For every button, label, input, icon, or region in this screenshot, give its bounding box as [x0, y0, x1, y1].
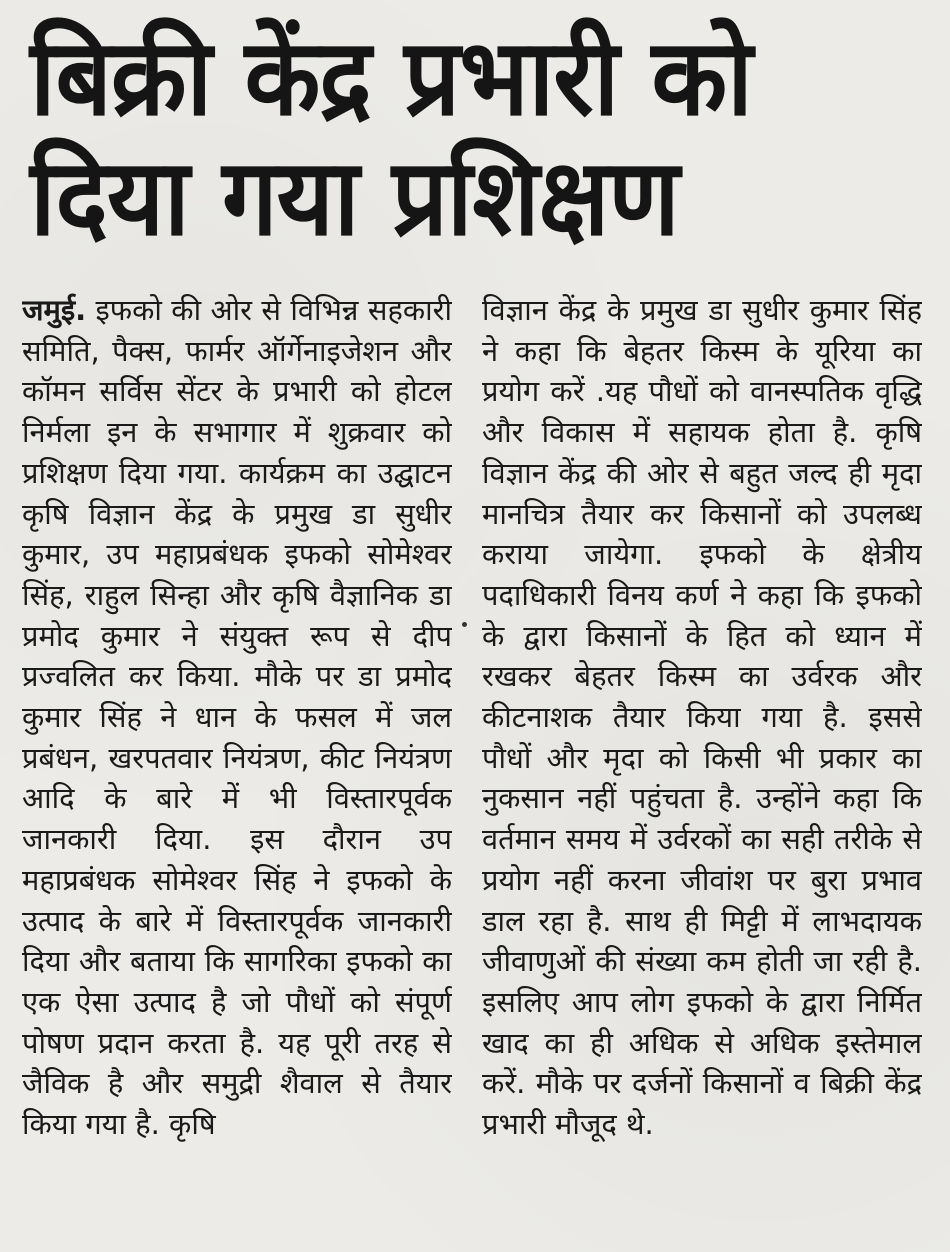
- article-paragraph-left: [22, 290, 452, 1145]
- article-column-right: [482, 290, 922, 1240]
- dateline: जमुई.: [22, 293, 87, 327]
- headline-line-2: दिया गया प्रशिक्षण: [30, 136, 679, 259]
- article-column-left: [22, 290, 452, 1240]
- article-text-right: विज्ञान केंद्र के प्रमुख डा सुधीर कुमार सिंह ने कहा कि बेहतर किस्म के यूरिया का प्रयोग करें .यह पौधों को वानस्पतिक वृद्धि और विकास में सहायक होता है. कृषि विज्ञान केंद्र की ओर से बहुत जल्द ही मृदा मानचित्र तैयार कर किसानों को उपलब्ध कराया जायेगा. इफको के क्षेत्रीय पदाधिकारी विनय कर्ण ने कहा कि इफको के द्वारा किसानों के हित को ध्यान में रखकर बेहतर किस्म का उर्वरक और कीटनाशक तैयार किया गया है. इससे पौधों और मृदा को किसी भी प्रकार का नुकसान नहीं पहुंचता है. उन्होंने कहा कि वर्तमान समय में उर्वरकों का सही तरीके से प्रयोग नहीं करना जीवांश पर बुरा प्रभाव डाल रहा है. साथ ही मिट्टी में लाभदायक जीवाणुओं की संख्या कम होती जा रही है. इसलिए आप लोग इफको के द्वारा निर्मित खाद का ही अधिक से अधिक इस्तेमाल करें. मौके पर दर्जनों किसानों व बिक्री केंद्र प्रभारी मौजूद थे.: [482, 293, 922, 1142]
- headline-line-1: बिक्री केंद्र प्रभारी को: [30, 16, 752, 139]
- article-text-left: इफको की ओर से विभिन्न सहकारी समिति, पैक्स, फार्मर ऑर्गेनाइजेशन और कॉमन सर्विस सेंटर के प्रभारी को होटल निर्मला इन के सभागार में शुक्रवार को प्रशिक्षण दिया गया. कार्यक्रम का उद्घाटन कृषि विज्ञान केंद्र के प्रमुख डा सुधीर कुमार, उप महाप्रबंधक इफको सोमेश्वर सिंह, राहुल सिन्हा और कृषि वैज्ञानिक डा प्रमोद कुमार ने संयुक्त रूप से दीप प्रज्वलित कर किया. मौके पर डा प्रमोद कुमार सिंह ने धान के फसल में जल प्रबंधन, खरपतवार नियंत्रण, कीट नियंत्रण आदि के बारे में भी विस्तारपूर्वक जानकारी दिया. इस दौरान उप महाप्रबंधक सोमेश्वर सिंह ने इफको के उत्पाद के बारे में विस्तारपूर्वक जानकारी दिया और बताया कि सागरिका इफको का एक ऐसा उत्पाद है जो पौधों को संपूर्ण पोषण प्रदान करता है. यह पूरी तरह से जैविक है और समुद्री शैवाल से तैयार किया गया है. कृषि: [22, 293, 452, 1142]
- column-gutter-dot: [462, 622, 467, 627]
- headline: [30, 18, 867, 258]
